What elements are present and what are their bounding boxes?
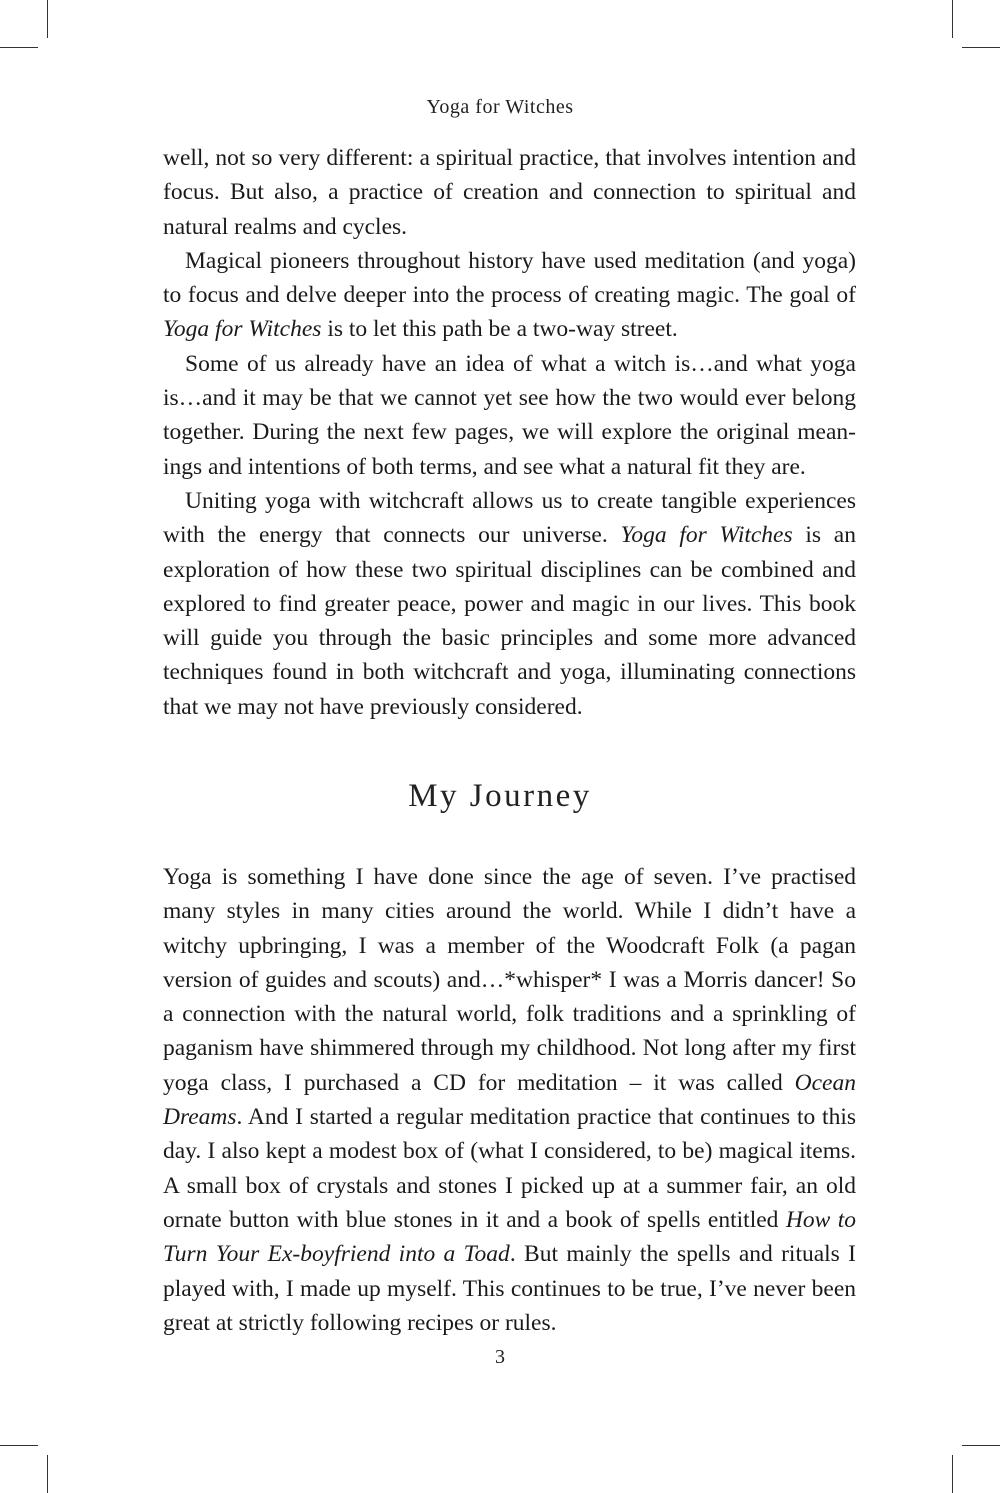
section-heading: My Journey [408,778,592,814]
paragraph-text: is an exploration of how these two spiritual disciplines can be combined and explored to find greater peace, power and magic in our lives. This book will guide you through the basic principles and some more advanced techniques found in both witchcraft and yoga, illuminating connections that we may not have previously considered. [163,522,856,720]
paragraph-text: Magical pioneers throughout history have used meditation (and yoga) to focus and delve deeper into the process of creating magic. The goal of [163,247,856,309]
paragraph [163,860,856,1340]
book-title: Yoga for Witches [163,316,322,343]
crop-mark-top-left-h [0,47,38,48]
crop-mark-bottom-left [47,1455,48,1493]
crop-mark-top-left [47,0,48,38]
paragraph-text: Yoga is something I have done since the age of seven. I’ve practised many styles in many cities around the world. While I didn’t have a witchy upbringing, I was a member of the Woodcraft Folk (a pagan version of guides and scouts) and…*whisper* I was a Morris dancer! So a connection with the natural world, folk traditions and a sprinkling of paganism have shimmered through my childhood. Not long after my first yoga class, I purchased a CD for meditation – it was called [163,864,856,1096]
running-head: Yoga for Witches [426,96,574,118]
paragraph [163,484,856,724]
crop-mark-bottom-right-h [962,1445,1000,1446]
crop-mark-top-right [952,0,953,38]
paragraph [163,244,856,347]
paragraph-text: . And I started a regular meditation practice that continues to this day. I also kept a modest box of (what I considered, to be) magical items. A small box of crystals and stones I picked up at a summer fair, an old ornate button with blue stones in it and a book of spells entitled [163,1104,856,1233]
crop-mark-top-right-h [962,47,1000,48]
cd-title: Ocean Dreams [163,1069,856,1131]
crop-mark-bottom-left-h [0,1445,38,1446]
crop-mark-bottom-right [952,1455,953,1493]
book-title: How to Turn Your Ex-boyfriend into a Toad [163,1206,856,1268]
paragraph-text: . But mainly the spells and rituals I played with, I made up myself. This continues to be true, I’ve never been great at strictly following recipes or rules. [163,1241,856,1336]
page-number: 3 [495,1346,505,1368]
paragraph: well, not so very different: a spiritual practice, that involves intention and focus. But also, a practice of creation and connection to spiritual and natural realms and cycles. [163,145,856,240]
paragraph-text: Uniting yoga with witchcraft allows us to create tangible experiences with the energy that connects our universe. [163,487,856,549]
book-title: Yoga for Witches [620,522,793,549]
journey-text [163,860,856,1340]
paragraph-text: is to let this path be a two-way street. [321,316,678,343]
intro-text [163,141,856,724]
paragraph: Some of us already have an idea of what a witch is…and what yoga is…and it may be that we cannot yet see how the two would ever belong together. During the next few pages, we will explore the original meanings and intentions of both terms, and see what a natural fit they are. [163,350,856,480]
